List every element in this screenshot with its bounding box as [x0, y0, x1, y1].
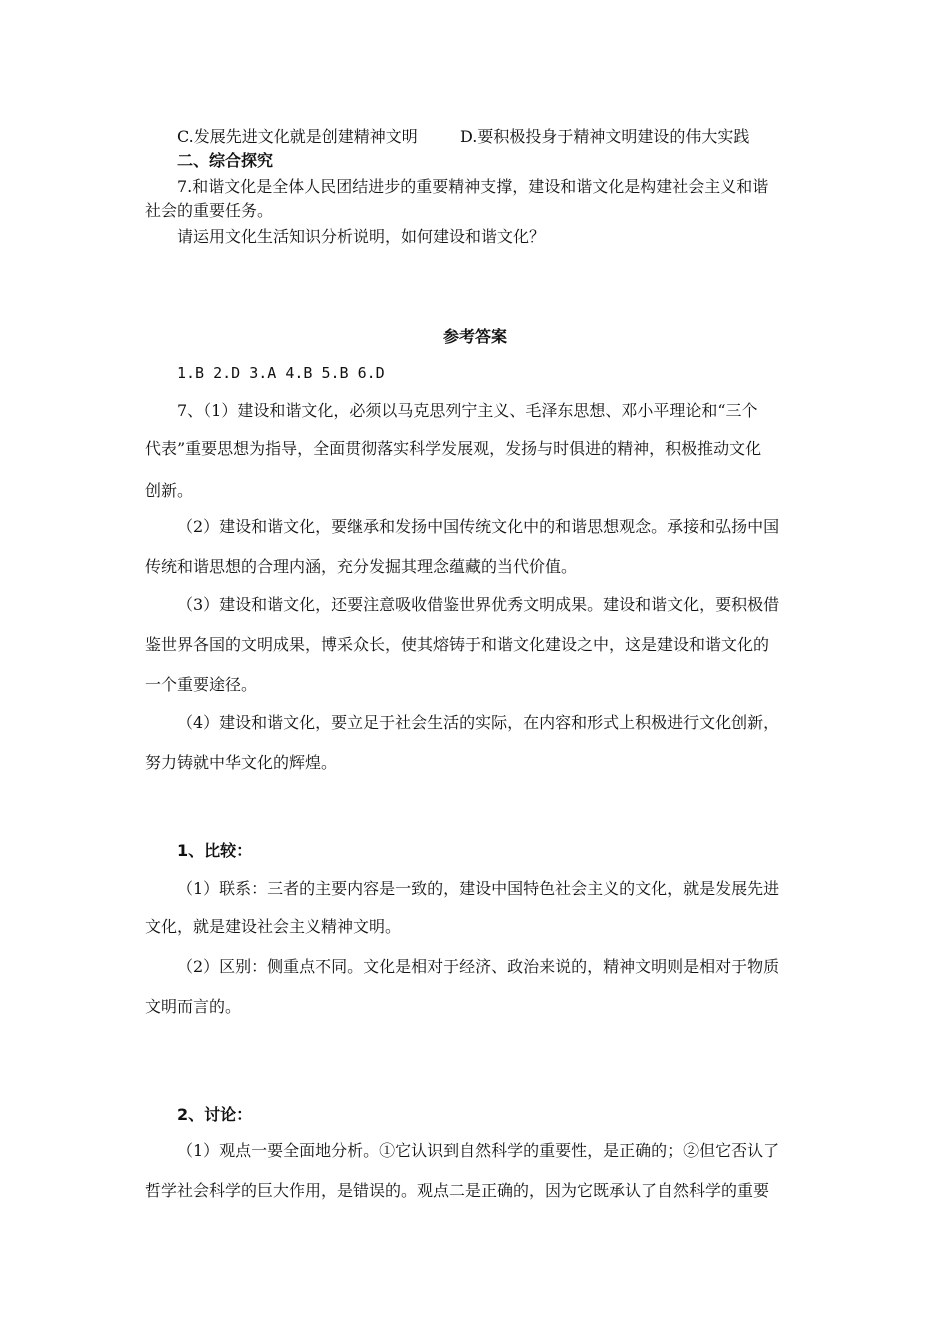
choice-options-row — [177, 126, 847, 148]
discuss-p1-line-2: 哲学社会科学的巨大作用，是错误的。观点二是正确的，因为它既承认了自然科学的重要 — [145, 1181, 770, 1200]
answer-7-p1-line-2: 代表”重要思想为指导，全面贯彻落实科学发展观，发扬与时俱进的精神，积极推动文化 — [145, 439, 762, 458]
question-7-prompt: 请运用文化生活知识分析说明，如何建设和谐文化？ — [177, 227, 546, 246]
question-7-line-2: 社会的重要任务。 — [145, 201, 274, 220]
question-7-line-1: 7.和谐文化是全体人民团结进步的重要精神支撑，建设和谐文化是构建社会主义和谐 — [177, 177, 769, 196]
discuss-p1-line-1: （1）观点一要全面地分析。①它认识到自然科学的重要性，是正确的；②但它否认了 — [177, 1141, 780, 1160]
compare-p2-line-1: （2）区别：侧重点不同。文化是相对于经济、政治来说的，精神文明则是相对于物质 — [177, 957, 780, 976]
choice-answers: 1.B 2.D 3.A 4.B 5.B 6.D — [177, 364, 385, 382]
answer-7-p3-line-1: （3）建设和谐文化，还要注意吸收借鉴世界优秀文明成果。建设和谐文化，要积极借 — [177, 595, 780, 614]
answer-7-p2-line-1: （2）建设和谐文化，要继承和发扬中国传统文化中的和谐思想观念。承接和弘扬中国 — [177, 517, 780, 536]
discuss-heading: 2、讨论： — [177, 1105, 253, 1124]
compare-p1-line-2: 文化，就是建设社会主义精神文明。 — [145, 917, 402, 936]
compare-heading: 1、比较： — [177, 841, 253, 860]
option-c: C.发展先进文化就是创建精神文明 — [177, 127, 418, 146]
answer-7-p4-line-2: 努力铸就中华文化的辉煌。 — [145, 753, 338, 772]
answer-7-p3-line-2: 鉴世界各国的文明成果，博采众长，使其熔铸于和谐文化建设之中，这是建设和谐文化的 — [145, 635, 770, 654]
section-heading-comprehensive: 二、综合探究 — [177, 151, 274, 170]
compare-p2-line-2: 文明而言的。 — [145, 997, 242, 1016]
option-d: D.要积极投身于精神文明建设的伟大实践 — [460, 127, 750, 146]
answer-7-p1-line-1: 7、（1）建设和谐文化，必须以马克思列宁主义、毛泽东思想、邓小平理论和“三个 — [177, 401, 758, 420]
answer-7-p4-line-1: （4）建设和谐文化，要立足于社会生活的实际，在内容和形式上积极进行文化创新， — [177, 713, 780, 732]
answer-7-p2-line-2: 传统和谐思想的合理内涵，充分发掘其理念蕴藏的当代价值。 — [145, 557, 578, 576]
answers-title: 参考答案 — [442, 327, 507, 346]
answer-7-p3-line-3: 一个重要途径。 — [145, 675, 258, 694]
compare-p1-line-1: （1）联系：三者的主要内容是一致的，建设中国特色社会主义的文化，就是发展先进 — [177, 879, 780, 898]
answer-7-p1-line-3: 创新。 — [145, 481, 194, 500]
